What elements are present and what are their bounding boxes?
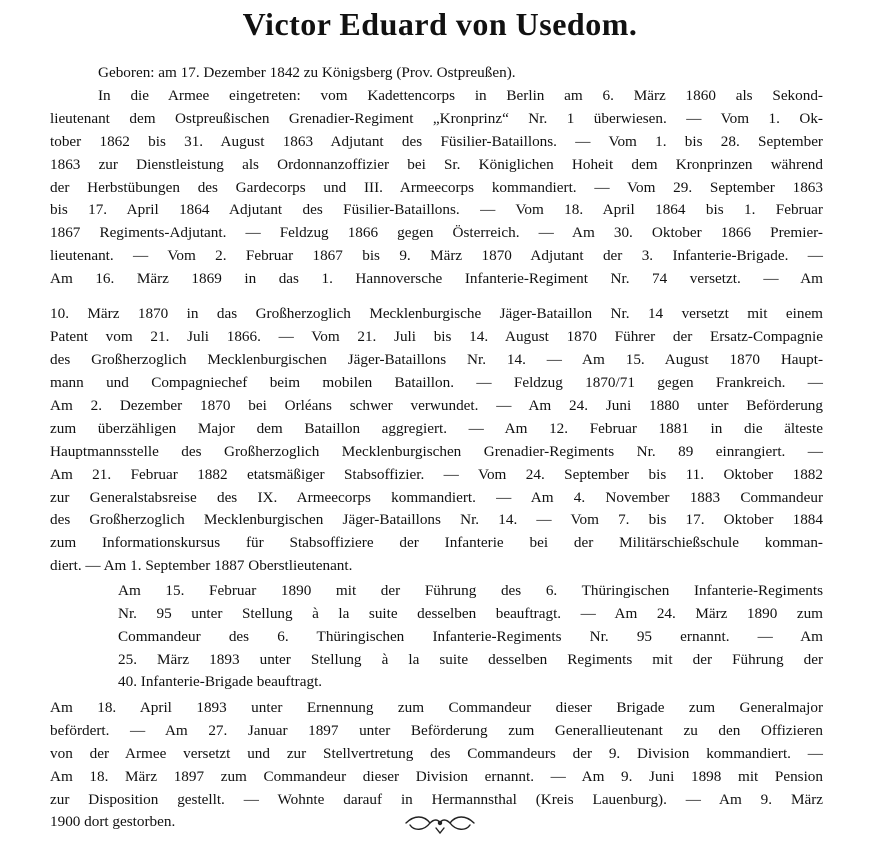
- text-line: der Herbstübungen des Gardecorps und III. Armeecorps kommandiert. — Vom 29. September 1863: [50, 179, 823, 196]
- ornament-icon: [400, 811, 480, 835]
- text-line: Am 16. März 1869 in das 1. Hannoversche Infanterie-Regiment Nr. 74 versetzt. — Am: [50, 270, 823, 287]
- text-line: 1863 zur Dienstleistung als Ordonnanzoffizier bei Sr. Königlichen Hoheit dem Kronprinzen während: [50, 156, 823, 173]
- text-line: zum Informationskursus für Stabsoffiziere der Infanterie bei der Militärschießschule komman-: [50, 534, 823, 551]
- text-line: von der Armee versetzt und zur Stellvertretung des Commandeurs der 9. Division kommandiert. —: [50, 745, 823, 762]
- text-line: 1867 Regiments-Adjutant. — Feldzug 1866 gegen Österreich. — Am 30. Oktober 1866 Premier-: [50, 224, 823, 241]
- text-line: Patent vom 21. Juli 1866. — Vom 21. Juli bis 14. August 1870 Führer der Ersatz-Compagnie: [50, 328, 823, 345]
- text-line: tober 1862 bis 31. August 1863 Adjutant des Füsilier-Bataillons. — Vom 1. bis 28. September: [50, 133, 823, 150]
- text-line: Am 18. März 1897 zum Commandeur dieser Division ernannt. — Am 9. Juni 1898 mit Pension: [50, 768, 823, 785]
- text-line: bis 17. April 1864 Adjutant des Füsilier-Bataillons. — Vom 18. April 1864 bis 1. Februar: [50, 201, 823, 218]
- text-line: Commandeur des 6. Thüringischen Infanterie-Regiments Nr. 95 ernannt. — Am: [118, 628, 823, 645]
- text-line: Am 18. April 1893 unter Ernennung zum Commandeur dieser Brigade zum Generalmajor: [50, 699, 823, 716]
- text-line: 40. Infanterie-Brigade beauftragt.: [118, 673, 323, 690]
- text-line: lieutenant. — Vom 2. Februar 1867 bis 9. März 1870 Adjutant der 3. Infanterie-Brigade. —: [50, 247, 823, 264]
- text-line: Geboren: am 17. Dezember 1842 zu Königsberg (Prov. Ostpreußen).: [98, 64, 516, 81]
- text-line: 25. März 1893 unter Stellung à la suite desselben Regiments mit der Führung der: [118, 651, 823, 668]
- text-line: 10. März 1870 in das Großherzoglich Mecklenburgische Jäger-Bataillon Nr. 14 versetzt mit einem: [50, 305, 823, 322]
- text-line: zum überzähligen Major dem Bataillon aggregiert. — Am 12. Februar 1881 in die älteste: [50, 420, 823, 437]
- page-title: Victor Eduard von Usedom.: [242, 6, 638, 42]
- text-line: des Großherzoglich Mecklenburgischen Jäger-Bataillons Nr. 14. — Am 15. August 1870 Haupt-: [50, 351, 823, 368]
- text-line: diert. — Am 1. September 1887 Oberstlieutenant.: [50, 557, 353, 574]
- text-line: befördert. — Am 27. Januar 1897 unter Beförderung zum Generallieutenant zu den Offizieren: [50, 722, 823, 739]
- text-line: lieutenant dem Ostpreußischen Grenadier-Regiment „Kronprinz“ Nr. 1 überwiesen. — Vom 1. Ok-: [50, 110, 823, 127]
- text-line: Hauptmannsstelle des Großherzoglich Mecklenburgischen Grenadier-Regiments Nr. 89 einrangiert. —: [50, 443, 823, 460]
- text-line: Am 21. Februar 1882 etatsmäßiger Stabsoffizier. — Vom 24. September bis 11. Oktober 1882: [50, 466, 823, 483]
- text-line: des Großherzoglich Mecklenburgischen Jäger-Bataillons Nr. 14. — Vom 7. bis 17. Oktober 1884: [50, 511, 823, 528]
- text-line: zur Generalstabsreise des IX. Armeecorps kommandiert. — Am 4. November 1883 Commandeur: [50, 489, 823, 506]
- text-line: mann und Compagniechef beim mobilen Bataillon. — Feldzug 1870/71 gegen Frankreich. —: [50, 374, 823, 391]
- text-line: Nr. 95 unter Stellung à la suite desselben beauftragt. — Am 24. März 1890 zum: [118, 605, 823, 622]
- text-line: zur Disposition gestellt. — Wohnte darauf in Hermannsthal (Kreis Lauenburg). — Am 9. März: [50, 791, 823, 808]
- text-line: Am 2. Dezember 1870 bei Orléans schwer verwundet. — Am 24. Juni 1880 unter Beförderung: [50, 397, 823, 414]
- text-line: In die Armee eingetreten: vom Kadettencorps in Berlin am 6. März 1860 als Sekond-: [98, 87, 823, 104]
- text-line: 1900 dort gestorben.: [50, 813, 176, 830]
- text-line: Am 15. Februar 1890 mit der Führung des 6. Thüringischen Infanterie-Regiments: [118, 582, 823, 599]
